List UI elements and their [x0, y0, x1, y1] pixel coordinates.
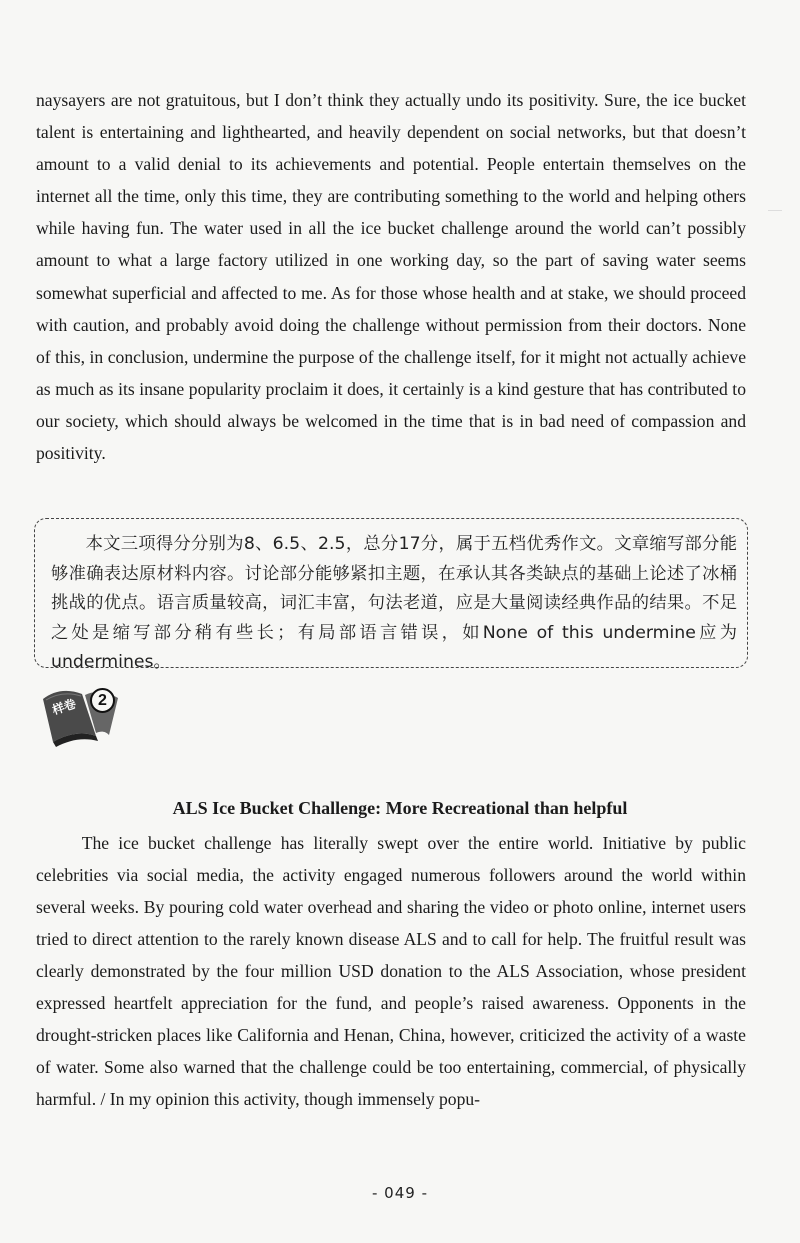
essay-2-title: ALS Ice Bucket Challenge: More Recreational than helpful	[172, 798, 628, 818]
page-number: - 049 -	[372, 1184, 428, 1202]
teacher-commentary-text: 本文三项得分分别为8、6.5、2.5，总分17分，属于五档优秀作文。文章缩写部分能够准确表达原材料内容。讨论部分能够紧扣主题，在承认其各类缺点的基础上论述了冰桶挑战的优点。语言质量较高，词汇丰富，句法老道，应是大量阅读经典作品的结果。不足之处是缩写部分稍有些长；有局部语言错误，如None of this undermine应为undermines。	[51, 534, 737, 673]
page-edge-mark	[768, 210, 782, 211]
essay-2-opening-paragraph: The ice bucket challenge has literally swept over the entire world. Initiative by public celebrities via social media, the activity engaged numerous followers around the world within several weeks. By pouring cold water overhead and sharing the video or photo online, internet users tried to direct attention to the rarely known disease ALS and to call for help. The fruitful result was clearly demonstrated by the four million USD donation to the ALS Association, whose president expressed heartfelt appreciation for the fund, and people’s raised awareness. Opponents in the drought-stricken places like California and Henan, China, however, criticized the activity of a waste of water. Some also warned that the challenge could be too entertaining, commercial, of physically harmful. / In my opinion this activity, though immensely popu-	[36, 833, 746, 1109]
sample-paper-number: 2	[90, 688, 115, 713]
sample-paper-label: 样卷	[50, 696, 78, 718]
sample-paper-badge	[36, 680, 128, 750]
teacher-commentary-box	[34, 518, 748, 673]
essay-1-closing-paragraph: naysayers are not gratuitous, but I don’t think they actually undo its positivity. Sure, the ice bucket talent is entertaining and lighthearted, and heavily dependent on social networks, but that doesn’t amount to a valid denial to its achievements and potential. People entertain themselves on the internet all the time, only this time, they are contributing something to the world and helping others while having fun. The water used in all the ice bucket challenge around the world can’t possibly amount to what a large factory utilized in one working day, so the part of saving water seems somewhat superficial and affected to me. As for those whose health and at stake, we should proceed with caution, and probably avoid doing the challenge without permission from their doctors. None of this, in conclusion, undermine the purpose of the challenge itself, for it might not actually achieve as much as its insane popularity proclaim it does, it certainly is a kind gesture that has contributed to our society, which should always be welcomed in the time that is in bad need of compassion and positivity.	[36, 90, 746, 464]
